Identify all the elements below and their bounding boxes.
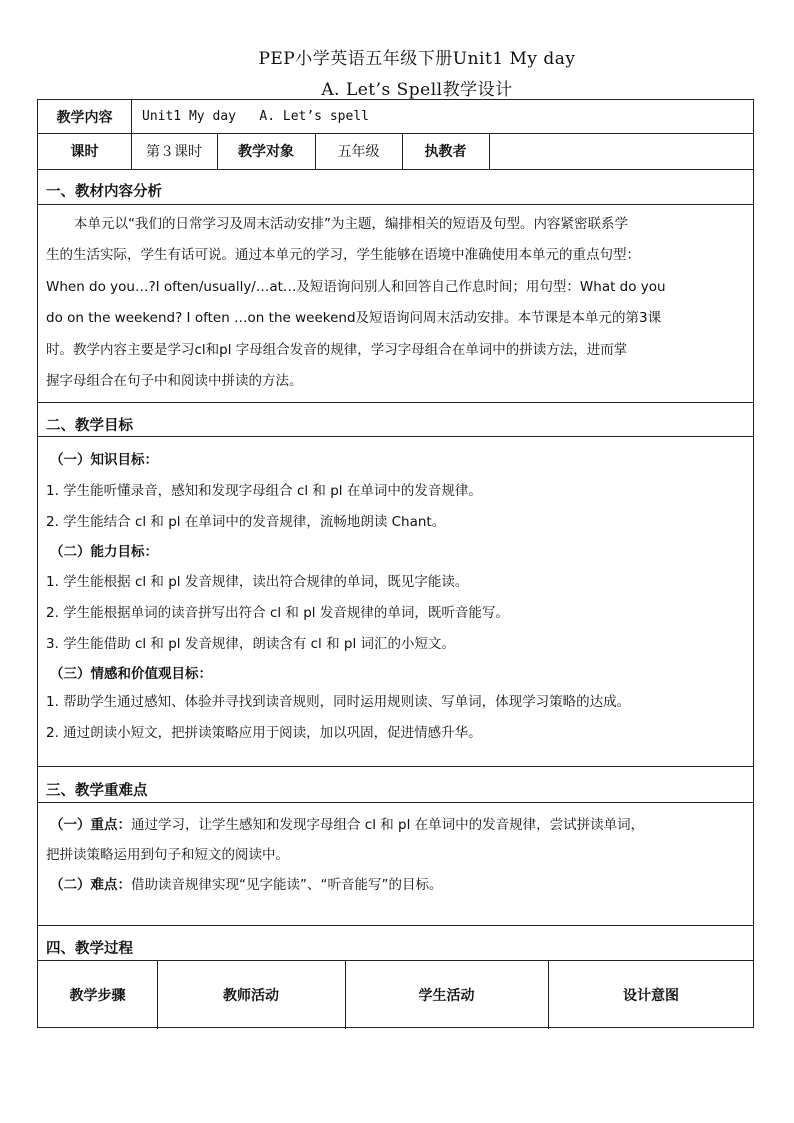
analysis-line: 生的生活实际，学生有话可说。通过本单元的学习，学生能够在语境中准确使用本单元的重点句型： [46, 247, 640, 263]
content-label: 教学内容 [56, 109, 113, 126]
process-col-steps: 教学步骤 [69, 987, 126, 1004]
ability-goal: 1. 学生能根据 cl 和 pl 发音规律，读出符合规律的单词，既见字能读。 [46, 574, 469, 590]
difficulty-text: 借助读音规律实现“见字能读”、“听音能写”的目标。 [131, 877, 443, 893]
knowledge-goal: 2. 学生能结合 cl 和 pl 在单词中的发音规律，流畅地朗读 Chant。 [46, 514, 446, 530]
row-divider [38, 925, 753, 926]
key-point-text: 通过学习，让学生感知和发现字母组合 cl 和 pl 在单词中的发音规律，尝试拼读单词， [131, 817, 645, 833]
knowledge-goals-heading: （一）知识目标： [50, 452, 158, 468]
audience-value: 五年级 [337, 144, 380, 160]
emotion-goal: 1. 帮助学生通过感知、体验并寻找到读音规则，同时运用规则读、写单词，体现学习策略的达成。 [46, 694, 631, 710]
row-divider [38, 204, 753, 205]
analysis-line: do on the weekend? I often …on the weekend及短语询问周末活动安排。本节课是本单元的第3课 [46, 310, 662, 326]
content-value: Unit1 My day A. Let’s spell [142, 109, 369, 124]
key-point [50, 813, 644, 833]
col-divider [131, 100, 132, 133]
document-title: PEP小学英语五年级下册Unit1 My day [258, 49, 576, 69]
knowledge-goal: 1. 学生能听懂录音，感知和发现字母组合 cl 和 pl 在单词中的发音规律。 [46, 483, 482, 499]
keypoints-heading: 三、教学重难点 [46, 783, 148, 799]
row-divider [38, 436, 753, 437]
key-point-label: （一）重点： [50, 817, 131, 833]
row-divider [38, 802, 753, 803]
process-col-student: 学生活动 [418, 987, 475, 1004]
period-value: 第３课时 [146, 144, 202, 160]
key-point-continued: 把拼读策略运用到句子和短文的阅读中。 [46, 847, 289, 863]
analysis-line: 握字母组合在句子中和阅读中拼读的方法。 [46, 373, 303, 389]
process-heading: 四、教学过程 [46, 941, 133, 957]
emotion-goal: 2. 通过朗读小短文，把拼读策略应用于阅读，加以巩固，促进情感升华。 [46, 725, 482, 741]
row-divider [38, 169, 753, 170]
ability-goal: 2. 学生能根据单词的读音拼写出符合 cl 和 pl 发音规律的单词，既听音能写。 [46, 605, 509, 621]
row-divider [38, 766, 753, 767]
audience-label: 教学对象 [238, 144, 294, 160]
teacher-label: 执教者 [424, 144, 467, 160]
document-subtitle: A. Let’s Spell教学设计 [321, 80, 513, 100]
process-col-intent: 设计意图 [623, 987, 679, 1004]
ability-goals-heading: （二）能力目标： [50, 544, 158, 560]
emotion-goals-heading: （三）情感和价值观目标： [50, 666, 212, 682]
analysis-line: When do you…?I often/usually/…at…及短语询问别人和回答自己作息时间；用句型：What do you [46, 279, 666, 295]
analysis-line: 本单元以“我们的日常学习及周末活动安排”为主题，编排相关的短语及句型。内容紧密联系学 [74, 216, 628, 232]
row-divider [38, 402, 753, 403]
ability-goal: 3. 学生能借助 cl 和 pl 发音规律，朗读含有 cl 和 pl 词汇的小短文。 [46, 636, 455, 652]
analysis-heading: 一、教材内容分析 [46, 184, 162, 200]
goals-heading: 二、教学目标 [46, 418, 133, 434]
analysis-line: 时。教学内容主要是学习cl和pl 字母组合发音的规律，学习字母组合在单词中的拼读方法，进而掌 [46, 342, 628, 358]
teacher-value [489, 133, 754, 169]
period-label: 课时 [70, 144, 99, 160]
difficulty-label: （二）难点： [50, 877, 131, 893]
difficulty-point [50, 873, 442, 893]
process-col-teacher: 教师活动 [223, 987, 279, 1004]
lesson-plan-table [37, 99, 754, 1028]
